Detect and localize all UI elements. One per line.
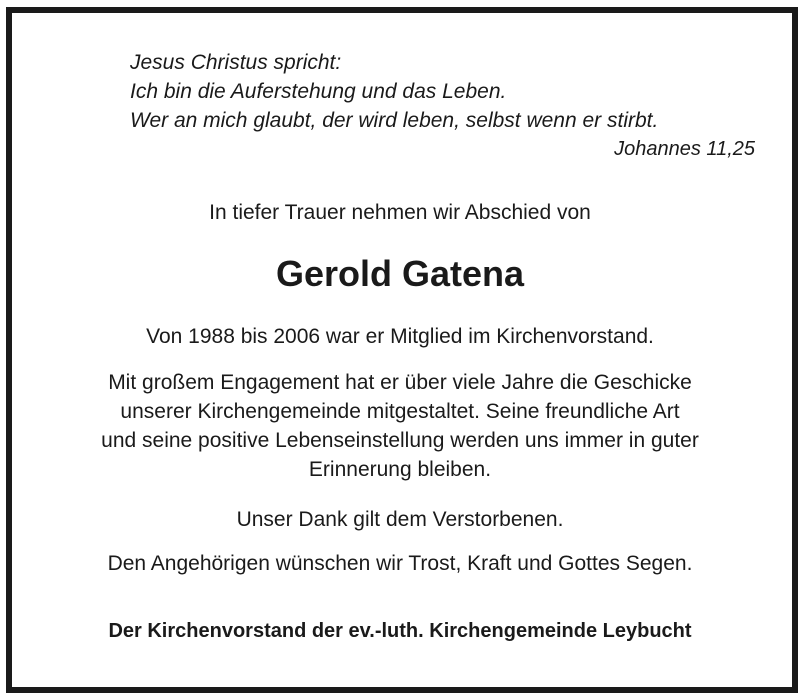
intro-text: In tiefer Trauer nehmen wir Abschied von [209, 201, 591, 224]
quote-line: Jesus Christus spricht: [130, 51, 342, 74]
signature: Der Kirchenvorstand der ev.-luth. Kirchengemeinde Leybucht [108, 620, 692, 642]
tribute-paragraph [12, 368, 788, 484]
bible-quote [130, 48, 755, 163]
membership-text: Von 1988 bis 2006 war er Mitglied im Kirchenvorstand. [146, 325, 654, 348]
quote-line: Ich bin die Auferstehung und das Leben. [130, 80, 507, 103]
tribute-line: unserer Kirchengemeinde mitgestaltet. Seine freundliche Art [120, 400, 680, 423]
tribute-line: Erinnerung bleiben. [308, 458, 492, 481]
thanks-text: Unser Dank gilt dem Verstorbenen. [236, 508, 564, 531]
wishes-text: Den Angehörigen wünschen wir Trost, Kraft und Gottes Segen. [107, 552, 693, 575]
tribute-line: Mit großem Engagement hat er über viele Jahre die Geschicke [108, 371, 692, 394]
quote-source: Johannes 11,25 [614, 138, 755, 160]
deceased-name: Gerold Gatena [275, 253, 525, 294]
tribute-line: und seine positive Lebenseinstellung werden uns immer in guter [101, 429, 699, 452]
quote-line: Wer an mich glaubt, der wird leben, selbst wenn er stirbt. [130, 109, 659, 132]
